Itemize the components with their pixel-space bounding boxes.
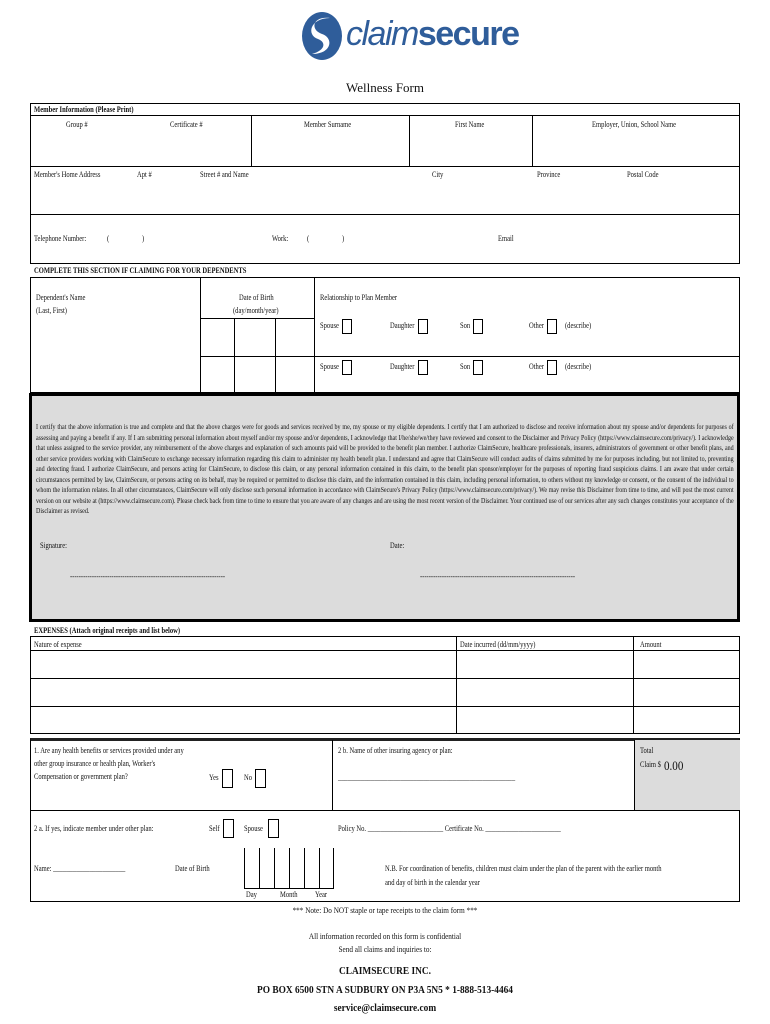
date-label: Date:: [390, 541, 405, 550]
date-incurred-header: Date incurred (dd/mm/yyyy): [460, 640, 536, 649]
province-label: Province: [537, 170, 561, 179]
dep1-other-label: Other: [529, 321, 544, 330]
form-title: Wellness Form: [345, 80, 425, 95]
dep1-other-checkbox[interactable]: [547, 319, 557, 334]
footer-send: Send all claims and inquiries to:: [338, 944, 432, 954]
tel-paren-open: (: [107, 234, 110, 243]
q1-no-checkbox[interactable]: [255, 769, 266, 788]
q1-line2: other group insurance or health plan, Worker's: [34, 759, 156, 768]
tel-paren-close: ): [142, 234, 145, 243]
claim-label: Claim $: [640, 760, 661, 769]
signature-line[interactable]: -----------------------------------------------------------------------: [70, 572, 226, 581]
certificate-label: Certificate #: [170, 120, 203, 129]
dob-label: Date of Birth: [239, 293, 274, 302]
dep1-son-checkbox[interactable]: [473, 319, 483, 334]
dep2-describe-label: (describe): [565, 362, 592, 371]
q2a-label: 2 a. If yes, indicate member under other plan:: [34, 824, 154, 833]
first-name-label: First Name: [455, 120, 485, 129]
dep1-spouse-label: Spouse: [320, 321, 339, 330]
postal-label: Postal Code: [627, 170, 659, 179]
total-label: Total: [640, 746, 654, 755]
q2a-spouse-label: Spouse: [244, 824, 263, 833]
q2a-self-label: Self: [209, 824, 220, 833]
dep2-son-label: Son: [460, 362, 471, 371]
q1-line1: 1. Are any health benefits or services provided under any: [34, 746, 184, 755]
other-plan-name-line[interactable]: Name: ______________________: [34, 864, 126, 873]
dep-name-label: Dependent's Name: [36, 293, 86, 302]
group-label: Group #: [66, 120, 88, 129]
footer-address: PO BOX 6500 STN A SUDBURY ON P3A 5N5 * 1-888-513-4464: [257, 984, 513, 996]
home-address-label: Member's Home Address: [34, 170, 101, 179]
dep2-son-checkbox[interactable]: [473, 360, 483, 375]
email-label: Email: [498, 234, 514, 243]
dependents-section-label: COMPLETE THIS SECTION IF CLAIMING FOR YOUR DEPENDENTS: [34, 266, 247, 275]
total-claim-value: 0.00: [664, 758, 684, 773]
q1-line3: Compensation or government plan?: [34, 772, 128, 781]
dep-name-sublabel: (Last, First): [36, 306, 67, 315]
dep1-daughter-checkbox[interactable]: [418, 319, 428, 334]
signature-label: Signature:: [40, 541, 67, 550]
expenses-section-label: EXPENSES (Attach original receipts and list below): [34, 626, 181, 635]
q2a-spouse-checkbox[interactable]: [268, 819, 279, 838]
employer-label: Employer, Union, School Name: [592, 120, 677, 129]
logo-text-light: claim: [346, 15, 418, 53]
member-section-label: Member Information (Please Print): [34, 105, 134, 114]
dep2-spouse-label: Spouse: [320, 362, 339, 371]
dep1-describe-label: (describe): [565, 321, 592, 330]
dep2-daughter-checkbox[interactable]: [418, 360, 428, 375]
amount-header: Amount: [640, 640, 662, 649]
q1-yes-label: Yes: [209, 773, 219, 782]
footer-confidential: All information recorded on this form is confidential: [308, 931, 462, 941]
dob-sublabel: (day/month/year): [233, 306, 279, 315]
dob-day-label: Day: [246, 890, 257, 899]
work-paren-open: (: [307, 234, 310, 243]
nb-line1: N.B. For coordination of benefits, children must claim under the plan of the parent with the earlier month: [385, 864, 662, 873]
q1-yes-checkbox[interactable]: [222, 769, 233, 788]
dep1-son-label: Son: [460, 321, 471, 330]
dep1-spouse-checkbox[interactable]: [342, 319, 352, 334]
work-label: Work:: [272, 234, 289, 243]
other-plan-dob-label: Date of Birth: [175, 864, 210, 873]
certification-text: I certify that the above information is true and complete and that the above charges were for goods and services received by me, my spouse or my eligible dependents. I certify that I am authorized to disclose and receive information about my spouse and/or dependents for purposes of assessing and paying a benefit if any. If I am submitting personal information about myself and/or my spouse and/or dependents, I acknowledge that I/he/she/we/they have reviewed and consent to the Disclaimer and Privacy Policy (https://www.claimsecure.com/privacy/). I acknowledge that unless assigned to the service provider, any reimbursement of the above charges and explanation of such amounts paid will be provided to the benefit plan member. I authorize ClaimSecure, healthcare professionals, insurers, administrators of government or other benefit plans, and other service providers working with ClaimSecure to exchange necessary information regarding this claim to administer my health benefit plan. I understand and agree that ClaimSecure will conduct audits of claims submitted by me for purposes including, but not limited to, preventing and detecting fraud. I authorize ClaimSecure, and persons acting for ClaimSecure, to disclose this claim, or any personal information contained in this claim, to the benefit plan sponsor/employer for the purposes of reporting fraud suspicious claims. I am aware that under certain circumstances permitted by law, ClaimSecure, or persons acting on its behalf, may be required or permitted to disclose this claim, and the information contained in this claim, including personal information, to others without my knowledge or consent, or the consent of the individual to whom the information relates. In all other circumstances, ClaimSecure will only disclose such personal information in accordance with ClaimSecure's Privacy Policy (https://www.claimsecure.com/privacy/). We may revise this Disclaimer from time to time, and will post the most current version on our website at (https://www.claimsecure.com). Please check back from time to time to ensure that you are aware of any changes and are using the most recent version of the Disclaimer. Your continued use of our services after any such changes constitutes your acceptance of the Disclaimer as revised.: [36, 422, 734, 515]
date-line[interactable]: -----------------------------------------------------------------------: [420, 572, 576, 581]
dep2-other-checkbox[interactable]: [547, 360, 557, 375]
relationship-label: Relationship to Plan Member: [320, 293, 398, 302]
q2b-input-line[interactable]: ______________________________________________________: [338, 773, 516, 782]
dob-month-label: Month: [280, 890, 298, 899]
logo-text-bold: secure: [417, 15, 519, 53]
dep2-other-label: Other: [529, 362, 544, 371]
q2b-label: 2 b. Name of other insuring agency or plan:: [338, 746, 453, 755]
work-paren-close: ): [342, 234, 345, 243]
dob-year-label: Year: [315, 890, 328, 899]
apt-label: Apt #: [137, 170, 152, 179]
logo-swirl-icon: [300, 10, 344, 62]
nb-line2: and day of birth in the calendar year: [385, 878, 480, 887]
footer-email[interactable]: service@claimsecure.com: [333, 1002, 437, 1014]
footer-company: CLAIMSECURE INC.: [339, 965, 431, 977]
street-label: Street # and Name: [200, 170, 249, 179]
surname-label: Member Surname: [304, 120, 352, 129]
footer-note: *** Note: Do NOT staple or tape receipts to the claim form ***: [292, 905, 478, 915]
claimsecure-logo: [300, 8, 519, 64]
policy-certificate-line[interactable]: Policy No. _______________________ Certificate No. _______________________: [338, 824, 561, 833]
dep2-daughter-label: Daughter: [390, 362, 415, 371]
dep2-spouse-checkbox[interactable]: [342, 360, 352, 375]
other-plan-dob-comb[interactable]: [244, 848, 334, 889]
nature-header: Nature of expense: [34, 640, 82, 649]
dep1-daughter-label: Daughter: [390, 321, 415, 330]
q1-no-label: No: [244, 773, 253, 782]
city-label: City: [432, 170, 444, 179]
telephone-label: Telephone Number:: [34, 234, 87, 243]
q2a-self-checkbox[interactable]: [223, 819, 234, 838]
